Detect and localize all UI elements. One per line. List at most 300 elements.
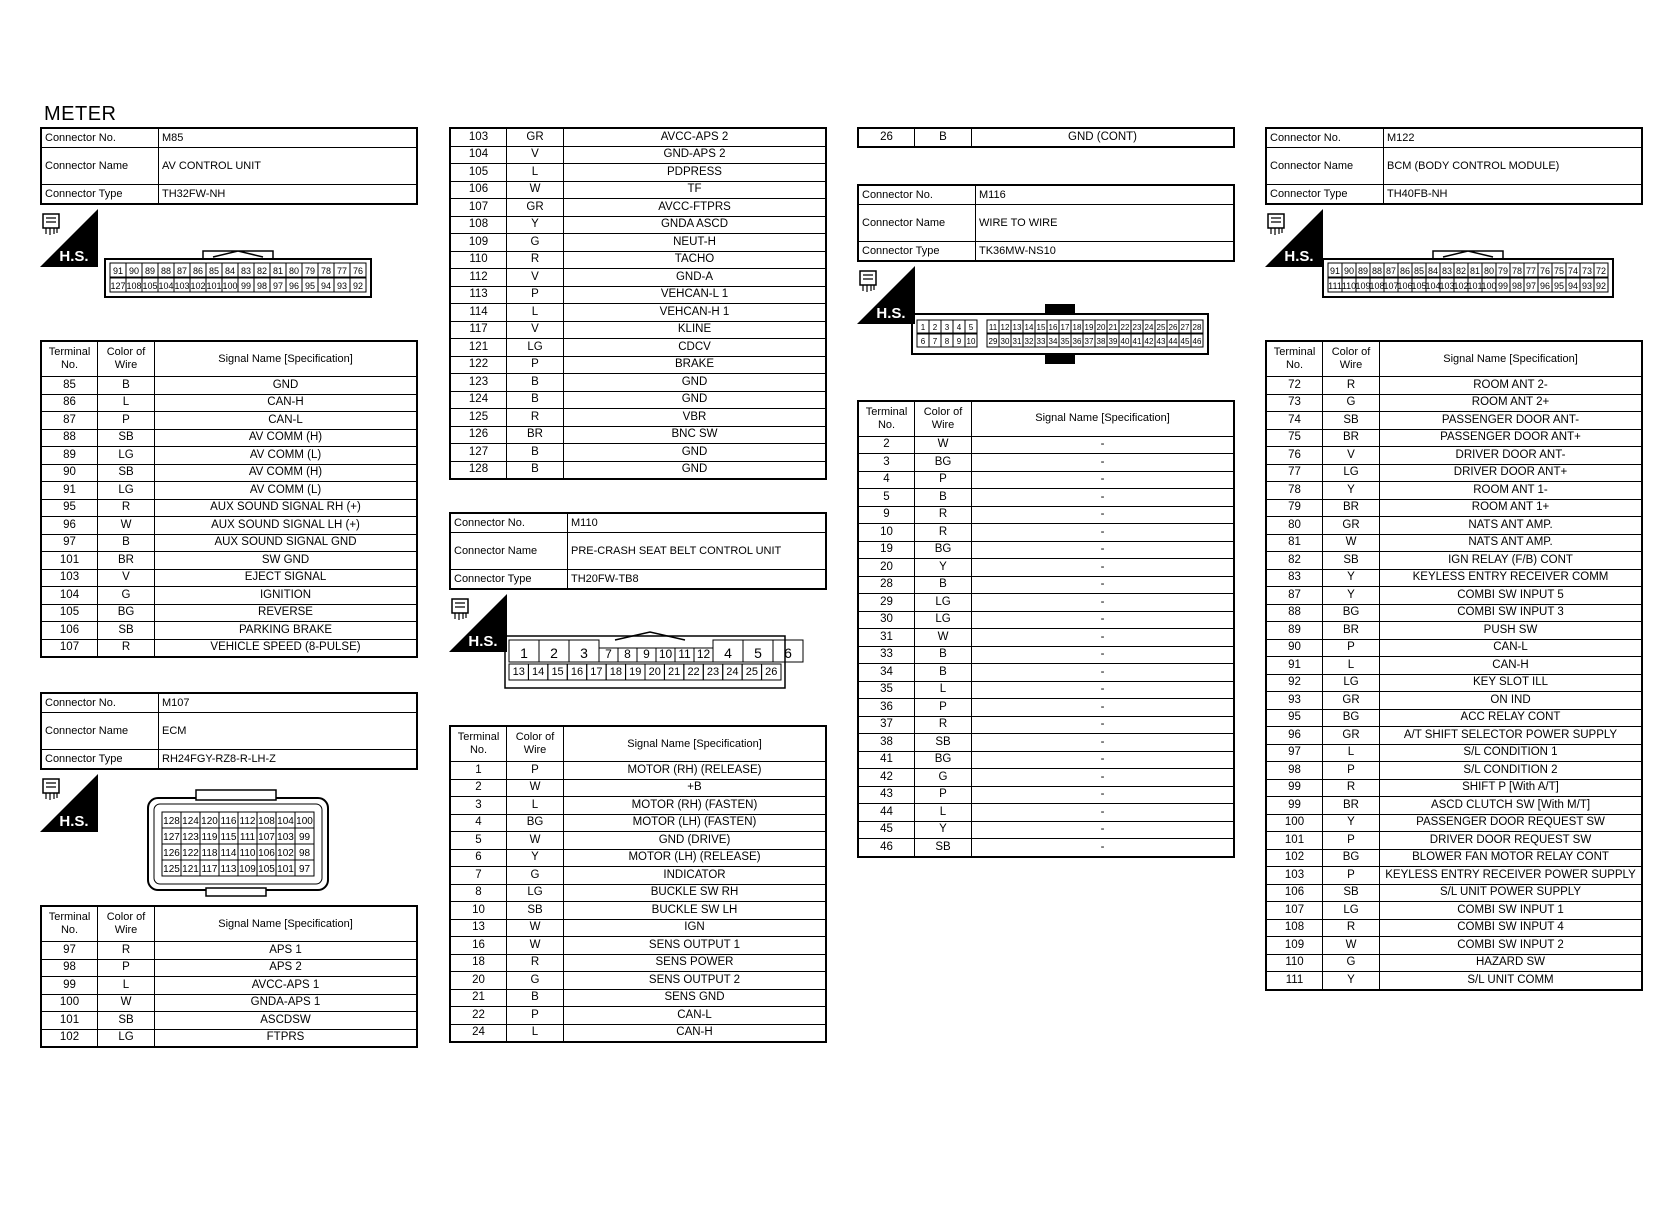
wire-color: SB <box>98 1012 155 1030</box>
terminal-no: 98 <box>41 959 98 977</box>
table-row <box>450 304 826 322</box>
signal-name: ROOM ANT 2+ <box>1380 394 1643 412</box>
terminal-no: 106 <box>1266 884 1323 902</box>
pin-number: 103 <box>1439 281 1455 291</box>
pin-number: 83 <box>1441 266 1453 276</box>
table-row <box>1266 622 1642 640</box>
wire-color: BG <box>915 541 972 559</box>
header-color-of-wire: Color of Wire <box>98 341 155 377</box>
table-row <box>1266 517 1642 535</box>
wire-color: W <box>507 779 564 797</box>
signal-name: BRAKE <box>564 356 827 374</box>
signal-name: GND (DRIVE) <box>564 832 827 850</box>
pin-number: 110 <box>239 848 256 859</box>
terminal-no: 29 <box>858 594 915 612</box>
terminal-no: 107 <box>41 639 98 657</box>
table-row <box>858 646 1234 664</box>
pin-number: 77 <box>1525 266 1537 276</box>
wire-color: R <box>915 716 972 734</box>
wire-color: SB <box>915 734 972 752</box>
signal-name: ROOM ANT 1- <box>1380 482 1643 500</box>
connector-diagram-m116 <box>857 262 1235 400</box>
table-row <box>1266 884 1642 902</box>
signal-name: AUX SOUND SIGNAL GND <box>155 534 418 552</box>
pin-number: 1 <box>920 322 926 332</box>
terminal-no: 2 <box>858 436 915 454</box>
table-row <box>1266 587 1642 605</box>
pin-number: 12 <box>696 647 711 661</box>
pin-number: 94 <box>320 281 332 291</box>
pin-number: 107 <box>1383 281 1399 291</box>
connector-glyph-icon <box>43 214 59 228</box>
signal-name: - <box>972 454 1235 472</box>
table-row <box>1266 919 1642 937</box>
table-row <box>450 181 826 199</box>
terminal-no: 16 <box>450 937 507 955</box>
pin-number: 93 <box>336 281 348 291</box>
signal-name: GND <box>564 444 827 462</box>
terminal-no: 4 <box>450 814 507 832</box>
terminal-no: 1 <box>450 762 507 780</box>
terminal-no: 107 <box>1266 902 1323 920</box>
wire-color: G <box>1323 954 1380 972</box>
signal-name: COMBI SW INPUT 5 <box>1380 587 1643 605</box>
signal-name: SENS GND <box>564 989 827 1007</box>
terminal-no: 106 <box>41 622 98 640</box>
pin-number: 77 <box>336 266 348 276</box>
pin-number: 79 <box>1497 266 1509 276</box>
wire-color: R <box>507 409 564 427</box>
table-row <box>858 559 1234 577</box>
table-row <box>1266 727 1642 745</box>
terminal-no: 87 <box>41 412 98 430</box>
wire-color: P <box>1323 639 1380 657</box>
terminal-no: 4 <box>858 471 915 489</box>
terminal-no: 8 <box>450 884 507 902</box>
pin-number: 95 <box>304 281 316 291</box>
terminal-no: 125 <box>450 409 507 427</box>
pin-number: 3 <box>580 645 588 661</box>
pin-number: 3 <box>944 322 950 332</box>
pin-number: 22 <box>1120 322 1130 332</box>
signal-name: - <box>972 804 1235 822</box>
table-row <box>1266 394 1642 412</box>
terminal-table-m110-b <box>857 127 1235 148</box>
pin-number: 19 <box>629 666 642 678</box>
column-2 <box>449 127 827 1043</box>
terminal-no: 87 <box>1266 587 1323 605</box>
harness-side-icon <box>1265 209 1323 267</box>
table-row <box>41 994 417 1012</box>
pin-number: 2 <box>932 322 938 332</box>
signal-name: PASSENGER DOOR ANT+ <box>1380 429 1643 447</box>
terminal-no: 77 <box>1266 464 1323 482</box>
connector-no-value: M107 <box>159 693 418 713</box>
pin-number: 16 <box>1048 322 1058 332</box>
pin-number: 20 <box>1096 322 1106 332</box>
wire-color: L <box>98 977 155 995</box>
terminal-no: 83 <box>1266 569 1323 587</box>
header-color-of-wire: Color of Wire <box>1323 341 1380 377</box>
pin-number: 9 <box>643 647 650 661</box>
signal-name: SHIFT P [With A/T] <box>1380 779 1643 797</box>
wire-color: L <box>98 394 155 412</box>
signal-name: SENS OUTPUT 1 <box>564 937 827 955</box>
hs-label: H.S. <box>1284 248 1314 265</box>
pin-number: 89 <box>1357 266 1369 276</box>
signal-name: S/L CONDITION 1 <box>1380 744 1643 762</box>
signal-name: - <box>972 769 1235 787</box>
terminal-no: 43 <box>858 786 915 804</box>
pin-number: 89 <box>144 266 156 276</box>
table-row <box>41 569 417 587</box>
column-4 <box>1265 127 1643 991</box>
table-header <box>41 906 417 942</box>
label-connector-no: Connector No. <box>41 128 159 148</box>
wire-color: B <box>507 374 564 392</box>
pin-number: 21 <box>1108 322 1118 332</box>
table-row <box>450 199 826 217</box>
signal-name: - <box>972 611 1235 629</box>
connector-name-value: ECM <box>159 713 418 750</box>
wire-color: SB <box>1323 412 1380 430</box>
signal-name: COMBI SW INPUT 3 <box>1380 604 1643 622</box>
wire-color: LG <box>98 1029 155 1047</box>
terminal-no: 34 <box>858 664 915 682</box>
table-row <box>1266 779 1642 797</box>
wire-color: BG <box>915 454 972 472</box>
terminal-no: 88 <box>41 429 98 447</box>
table-row <box>450 902 826 920</box>
pin-number: 127 <box>163 832 180 843</box>
table-row <box>450 832 826 850</box>
signal-name: S/L UNIT POWER SUPPLY <box>1380 884 1643 902</box>
terminal-no: 93 <box>1266 692 1323 710</box>
wire-color: Y <box>1323 569 1380 587</box>
signal-name: MOTOR (RH) (FASTEN) <box>564 797 827 815</box>
wire-color: P <box>915 786 972 804</box>
signal-name: MOTOR (RH) (RELEASE) <box>564 762 827 780</box>
wire-color: LG <box>1323 674 1380 692</box>
table-row <box>1266 464 1642 482</box>
terminal-no: 18 <box>450 954 507 972</box>
pin-number: 8 <box>944 336 950 346</box>
terminal-no: 95 <box>41 499 98 517</box>
terminal-no: 89 <box>41 447 98 465</box>
terminal-no: 96 <box>1266 727 1323 745</box>
hs-label: H.S. <box>468 633 498 650</box>
signal-name: AV COMM (L) <box>155 482 418 500</box>
pin-number: 24 <box>1144 322 1154 332</box>
pin-number: 113 <box>220 864 237 875</box>
signal-name: CAN-H <box>564 1024 827 1042</box>
terminal-no: 103 <box>450 128 507 146</box>
pin-number: 36 <box>1072 336 1082 346</box>
wire-color: V <box>507 146 564 164</box>
pin-number: 116 <box>220 816 237 827</box>
pin-number: 125 <box>163 864 180 875</box>
connector-type-value: RH24FGY-RZ8-R-LH-Z <box>159 750 418 770</box>
wire-color: Y <box>915 559 972 577</box>
table-row <box>41 464 417 482</box>
signal-name: BUCKLE SW LH <box>564 902 827 920</box>
terminal-no: 38 <box>858 734 915 752</box>
signal-name: S/L CONDITION 2 <box>1380 762 1643 780</box>
signal-name: PDPRESS <box>564 164 827 182</box>
connector-type-value: TH40FB-NH <box>1384 185 1643 205</box>
pin-number: 81 <box>272 266 284 276</box>
pin-number: 6 <box>784 645 792 661</box>
header-signal-name: Signal Name [Specification] <box>564 726 827 762</box>
pin-number: 111 <box>1328 281 1342 291</box>
signal-name: - <box>972 646 1235 664</box>
table-row <box>1266 674 1642 692</box>
pin-number: 23 <box>706 666 720 678</box>
pin-number: 11 <box>988 322 998 332</box>
signal-name: VEHCAN-H 1 <box>564 304 827 322</box>
signal-name: - <box>972 629 1235 647</box>
signal-name: - <box>972 786 1235 804</box>
wire-color: Y <box>1323 972 1380 990</box>
table-row <box>450 339 826 357</box>
table-row <box>858 734 1234 752</box>
signal-name: KEY SLOT ILL <box>1380 674 1643 692</box>
wire-color: LG <box>1323 464 1380 482</box>
connector-diagram-m107 <box>40 770 418 905</box>
terminal-no: 22 <box>450 1007 507 1025</box>
terminal-no: 30 <box>858 611 915 629</box>
connector-name-value: PRE-CRASH SEAT BELT CONTROL UNIT <box>568 533 827 570</box>
header-signal-name: Signal Name [Specification] <box>155 341 418 377</box>
wire-color: B <box>507 391 564 409</box>
signal-name: AV COMM (L) <box>155 447 418 465</box>
terminal-no: 75 <box>1266 429 1323 447</box>
terminal-no: 100 <box>41 994 98 1012</box>
pin-number: 13 <box>512 666 525 678</box>
signal-name: - <box>972 681 1235 699</box>
pin-number: 88 <box>160 266 172 276</box>
header-terminal-no: Terminal No. <box>41 906 98 942</box>
table-row <box>1266 639 1642 657</box>
pin-number: 23 <box>1132 322 1142 332</box>
pin-number: 119 <box>201 832 218 843</box>
connector-diagram-m122 <box>1265 205 1643 340</box>
signal-name: SW GND <box>155 552 418 570</box>
terminal-no: 97 <box>1266 744 1323 762</box>
hand-icon <box>46 783 57 800</box>
table-row <box>1266 902 1642 920</box>
wire-color: G <box>507 972 564 990</box>
signal-name: EJECT SIGNAL <box>155 569 418 587</box>
terminal-no: 112 <box>450 269 507 287</box>
terminal-no: 19 <box>858 541 915 559</box>
terminal-no: 127 <box>450 444 507 462</box>
wire-color: P <box>1323 867 1380 885</box>
connector-no-value: M85 <box>159 128 418 148</box>
pin-number: 95 <box>1553 281 1565 291</box>
signal-name: CAN-L <box>564 1007 827 1025</box>
signal-name: A/T SHIFT SELECTOR POWER SUPPLY <box>1380 727 1643 745</box>
wire-color: W <box>507 181 564 199</box>
pin-number: 103 <box>174 281 190 291</box>
signal-name: PUSH SW <box>1380 622 1643 640</box>
pin-number: 4 <box>724 645 732 661</box>
label-connector-name: Connector Name <box>41 713 159 750</box>
terminal-no: 97 <box>41 942 98 960</box>
header-color-of-wire: Color of Wire <box>98 906 155 942</box>
terminal-no: 20 <box>858 559 915 577</box>
pin-number: 12 <box>1000 322 1010 332</box>
signal-name: BUCKLE SW RH <box>564 884 827 902</box>
connector-info-m85 <box>40 127 418 205</box>
signal-name: - <box>972 576 1235 594</box>
pin-number: 104 <box>277 816 294 827</box>
signal-name: FTPRS <box>155 1029 418 1047</box>
wire-color: Y <box>1323 587 1380 605</box>
pin-number: 112 <box>239 816 256 827</box>
signal-name: GNDA ASCD <box>564 216 827 234</box>
terminal-no: 72 <box>1266 377 1323 395</box>
pin-number: 103 <box>277 832 294 843</box>
wire-color: P <box>915 471 972 489</box>
terminal-table-m116 <box>857 400 1235 858</box>
pin-number: 85 <box>208 266 220 276</box>
table-row <box>858 489 1234 507</box>
terminal-no: 5 <box>858 489 915 507</box>
wire-color: P <box>1323 832 1380 850</box>
terminal-no: 24 <box>450 1024 507 1042</box>
wire-color: P <box>98 412 155 430</box>
signal-name: GND <box>564 461 827 479</box>
wire-color: SB <box>507 902 564 920</box>
table-row <box>450 989 826 1007</box>
wire-color: LG <box>98 447 155 465</box>
pin-number: 18 <box>609 666 622 678</box>
table-header <box>858 401 1234 437</box>
table-row <box>858 681 1234 699</box>
signal-name: IGNITION <box>155 587 418 605</box>
pin-number: 5 <box>754 645 762 661</box>
signal-name: GND <box>564 391 827 409</box>
table-row <box>1266 657 1642 675</box>
table-row <box>858 769 1234 787</box>
wire-color: L <box>507 797 564 815</box>
pin-number: 94 <box>1567 281 1579 291</box>
table-row <box>858 699 1234 717</box>
terminal-no: 88 <box>1266 604 1323 622</box>
wire-color: Y <box>915 821 972 839</box>
terminal-table-m107-a <box>40 905 418 1048</box>
terminal-no: 46 <box>858 839 915 857</box>
signal-name: PASSENGER DOOR ANT- <box>1380 412 1643 430</box>
connector-type-value: TH20FW-TB8 <box>568 570 827 590</box>
terminal-no: 78 <box>1266 482 1323 500</box>
table-row <box>858 716 1234 734</box>
table-row <box>858 541 1234 559</box>
signal-name: APS 1 <box>155 942 418 960</box>
pin-number: 82 <box>256 266 268 276</box>
wire-color: LG <box>915 611 972 629</box>
wire-color: Y <box>1323 814 1380 832</box>
signal-name: VEHICLE SPEED (8-PULSE) <box>155 639 418 657</box>
wire-color: SB <box>98 429 155 447</box>
wire-color: R <box>507 954 564 972</box>
wire-color: W <box>98 994 155 1012</box>
pin-number: 81 <box>1469 266 1481 276</box>
signal-name: - <box>972 489 1235 507</box>
wire-color: BG <box>98 604 155 622</box>
pin-number: 121 <box>182 864 199 875</box>
table-row <box>450 919 826 937</box>
hand-icon <box>455 603 466 620</box>
terminal-table-m122 <box>1265 340 1643 991</box>
terminal-no: 99 <box>41 977 98 995</box>
hs-label: H.S. <box>59 813 89 830</box>
table-row <box>858 664 1234 682</box>
table-row <box>858 821 1234 839</box>
signal-name: AVCC-APS 2 <box>564 128 827 146</box>
pin-number: 44 <box>1168 336 1178 346</box>
signal-name: DRIVER DOOR ANT- <box>1380 447 1643 465</box>
wire-color: LG <box>915 594 972 612</box>
pin-number: 88 <box>1371 266 1383 276</box>
terminal-no: 86 <box>41 394 98 412</box>
signal-name: GND <box>155 377 418 395</box>
terminal-no: 109 <box>450 234 507 252</box>
wire-color: SB <box>1323 884 1380 902</box>
pin-number: 76 <box>1539 266 1551 276</box>
pin-number: 120 <box>201 816 218 827</box>
signal-name: BLOWER FAN MOTOR RELAY CONT <box>1380 849 1643 867</box>
pin-number: 96 <box>1539 281 1551 291</box>
signal-name: SENS POWER <box>564 954 827 972</box>
terminal-no: 91 <box>1266 657 1323 675</box>
wire-color: W <box>915 629 972 647</box>
table-row <box>450 814 826 832</box>
pin-number: 104 <box>158 281 174 291</box>
pin-number: 43 <box>1156 336 1166 346</box>
signal-name: SENS OUTPUT 2 <box>564 972 827 990</box>
table-row <box>41 604 417 622</box>
table-row <box>858 839 1234 857</box>
table-row <box>858 576 1234 594</box>
pin-number: 126 <box>163 848 180 859</box>
signal-name: IGN RELAY (F/B) CONT <box>1380 552 1643 570</box>
table-row <box>41 1029 417 1047</box>
signal-name: VBR <box>564 409 827 427</box>
terminal-no: 33 <box>858 646 915 664</box>
signal-name: - <box>972 664 1235 682</box>
wire-color: R <box>1323 377 1380 395</box>
pin-number: 32 <box>1024 336 1034 346</box>
wire-color: SB <box>98 464 155 482</box>
signal-name: PASSENGER DOOR REQUEST SW <box>1380 814 1643 832</box>
hand-icon <box>46 218 57 235</box>
pin-number: 27 <box>1180 322 1190 332</box>
table-row <box>41 977 417 995</box>
wire-color: R <box>98 639 155 657</box>
table-row <box>858 436 1234 454</box>
pin-number: 80 <box>1483 266 1495 276</box>
table-row <box>41 429 417 447</box>
wire-color: SB <box>98 622 155 640</box>
wire-color: B <box>507 461 564 479</box>
pin-number: 83 <box>240 266 252 276</box>
signal-name: TF <box>564 181 827 199</box>
pin-number: 5 <box>968 322 974 332</box>
pin-number: 92 <box>1595 281 1607 291</box>
signal-name: GND-APS 2 <box>564 146 827 164</box>
